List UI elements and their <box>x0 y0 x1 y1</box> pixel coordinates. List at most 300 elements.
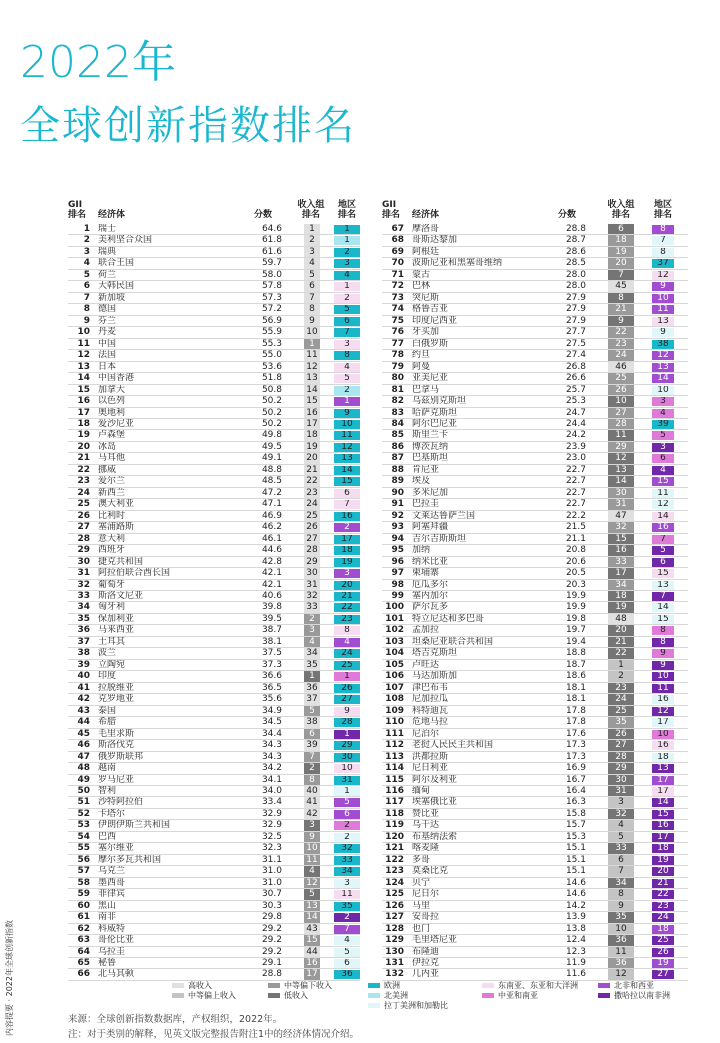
region-rank-cell: 7 <box>652 592 674 601</box>
economy-cell: 乌拉圭 <box>98 946 126 957</box>
region-rank-cell: 14 <box>652 374 674 383</box>
income-rank-cell: 27 <box>304 534 320 545</box>
income-rank-cell: 43 <box>304 924 320 935</box>
score-cell: 16.7 <box>565 774 586 785</box>
table-row <box>382 832 688 843</box>
score-cell: 46.9 <box>261 510 282 521</box>
income-rank-cell: 6 <box>304 729 320 740</box>
rank-cell: 51 <box>77 797 90 808</box>
rank-cell: 105 <box>385 659 404 670</box>
rank-cell: 52 <box>77 808 90 819</box>
score-cell: 34.3 <box>261 740 282 751</box>
rank-cell: 109 <box>385 705 404 716</box>
income-rank-cell: 9 <box>304 316 320 327</box>
score-cell: 28.8 <box>261 969 282 980</box>
table-row <box>382 855 688 866</box>
table-row <box>382 866 688 877</box>
table-row <box>68 362 360 373</box>
income-rank-cell: 1 <box>304 671 320 682</box>
economy-cell: 乌干达 <box>412 820 440 831</box>
rank-cell: 59 <box>77 889 90 900</box>
rank-cell: 21 <box>77 453 90 464</box>
score-cell: 44.6 <box>261 545 282 556</box>
score-cell: 25.7 <box>565 384 586 395</box>
economy-cell: 白俄罗斯 <box>412 338 449 349</box>
rank-cell: 116 <box>385 785 404 796</box>
region-rank-cell: 7 <box>334 328 360 337</box>
income-rank-cell: 20 <box>608 258 634 269</box>
score-cell: 15.8 <box>565 808 586 819</box>
region-rank-cell: 12 <box>652 351 674 360</box>
region-rank-cell: 3 <box>652 397 674 406</box>
rank-cell: 54 <box>77 831 90 842</box>
economy-cell: 贝宁 <box>412 877 431 888</box>
table-row <box>68 385 360 396</box>
score-cell: 61.8 <box>261 235 282 246</box>
economy-cell: 保加利亚 <box>98 613 135 624</box>
economy-cell: 马耳他 <box>98 453 126 464</box>
income-rank-cell: 27 <box>608 740 634 751</box>
region-rank-cell: 6 <box>334 317 360 326</box>
score-cell: 49.5 <box>261 441 282 452</box>
rank-cell: 27 <box>77 522 90 533</box>
economy-cell: 芬兰 <box>98 315 117 326</box>
rank-cell: 76 <box>391 327 404 338</box>
rank-cell: 40 <box>77 671 90 682</box>
table-row <box>382 327 688 338</box>
score-cell: 24.7 <box>565 407 586 418</box>
region-rank-cell: 30 <box>334 753 360 762</box>
economy-cell: 蒙古 <box>412 269 431 280</box>
income-rank-cell: 17 <box>304 419 320 430</box>
region-rank-cell: 2 <box>334 294 360 303</box>
economy-cell: 文莱达鲁萨兰国 <box>412 510 476 521</box>
table-row <box>382 270 688 281</box>
table-row <box>68 660 360 671</box>
score-cell: 20.8 <box>565 545 586 556</box>
score-cell: 14.2 <box>565 900 586 911</box>
rank-cell: 34 <box>77 602 90 613</box>
income-rank-cell: 23 <box>608 339 634 350</box>
rank-cell: 26 <box>77 510 90 521</box>
score-cell: 24.2 <box>565 430 586 441</box>
region-rank-cell: 11 <box>652 489 674 498</box>
header-region: 地区 排名 <box>337 200 356 220</box>
income-rank-cell: 4 <box>608 820 634 831</box>
table-row <box>68 591 360 602</box>
rank-cell: 89 <box>391 476 404 487</box>
table-row <box>68 935 360 946</box>
income-rank-cell: 16 <box>304 958 320 969</box>
score-cell: 35.6 <box>261 694 282 705</box>
score-cell: 50.2 <box>261 418 282 429</box>
region-rank-cell: 9 <box>652 282 674 291</box>
economy-cell: 老挝人民民主共和国 <box>412 740 494 751</box>
table-row <box>382 786 688 797</box>
economy-cell: 墨西哥 <box>98 877 126 888</box>
rank-cell: 35 <box>77 613 90 624</box>
rank-cell: 41 <box>77 682 90 693</box>
score-cell: 27.5 <box>565 338 586 349</box>
rank-cell: 114 <box>385 763 404 774</box>
region-rank-cell: 12 <box>652 707 674 716</box>
rank-cell: 78 <box>391 350 404 361</box>
score-cell: 17.8 <box>565 705 586 716</box>
score-cell: 61.6 <box>261 246 282 257</box>
rank-cell: 33 <box>77 591 90 601</box>
table-row <box>382 694 688 705</box>
region-rank-cell: 6 <box>334 489 360 498</box>
income-rank-cell: 28 <box>304 545 320 556</box>
economy-cell: 葡萄牙 <box>98 579 126 590</box>
table-row <box>68 912 360 923</box>
income-rank-cell: 27 <box>608 408 634 419</box>
table-row <box>382 224 688 235</box>
score-cell: 29.2 <box>261 946 282 957</box>
legend-east-asia: 东南亚、东亚和大洋洲 <box>482 980 578 991</box>
rank-cell: 119 <box>385 820 404 831</box>
rank-cell: 120 <box>385 831 404 842</box>
table-row <box>68 820 360 831</box>
rank-cell: 99 <box>391 591 404 601</box>
economy-cell: 卢森堡 <box>98 430 126 441</box>
economy-cell: 斯洛文尼亚 <box>98 591 144 601</box>
economy-cell: 波斯尼亚和黑塞哥维纳 <box>412 258 503 269</box>
economy-cell: 大韩民国 <box>98 281 135 292</box>
rank-cell: 112 <box>385 740 404 751</box>
table-row <box>68 293 360 304</box>
economy-cell: 捷克共和国 <box>98 556 144 567</box>
table-row <box>382 752 688 763</box>
rank-cell: 31 <box>77 568 90 579</box>
rank-cell: 106 <box>385 671 404 682</box>
economy-cell: 毛里塔尼亚 <box>412 935 458 946</box>
table-row <box>68 637 360 648</box>
income-rank-cell: 36 <box>608 935 634 946</box>
economy-cell: 斯里兰卡 <box>412 430 449 441</box>
table-row <box>382 706 688 717</box>
region-rank-cell: 1 <box>334 397 360 406</box>
region-rank-cell: 3 <box>334 340 360 349</box>
economy-cell: 比利时 <box>98 510 126 521</box>
economy-cell: 西班牙 <box>98 545 126 556</box>
income-rank-cell: 33 <box>608 843 634 854</box>
income-rank-cell: 21 <box>304 465 320 476</box>
score-cell: 29.2 <box>261 935 282 946</box>
table-row <box>68 717 360 728</box>
region-rank-cell: 2 <box>334 386 360 395</box>
income-rank-cell: 45 <box>608 281 634 292</box>
income-rank-cell: 25 <box>304 511 320 522</box>
economy-cell: 中国 <box>98 338 117 349</box>
region-rank-cell: 13 <box>652 764 674 773</box>
table-row <box>382 740 688 751</box>
rank-cell: 17 <box>77 407 90 418</box>
economy-cell: 埃及 <box>412 476 431 487</box>
region-rank-cell: 13 <box>652 581 674 590</box>
region-rank-cell: 10 <box>652 730 674 739</box>
table-row <box>68 924 360 935</box>
region-rank-cell: 1 <box>334 730 360 739</box>
region-rank-cell: 17 <box>652 787 674 796</box>
region-rank-cell: 23 <box>652 902 674 911</box>
region-rank-cell: 14 <box>334 466 360 475</box>
score-cell: 16.3 <box>565 797 586 808</box>
economy-cell: 加纳 <box>412 545 431 556</box>
rank-cell: 62 <box>77 923 90 934</box>
economy-cell: 瑞典 <box>98 246 117 257</box>
income-rank-cell: 19 <box>608 247 634 258</box>
income-rank-cell: 12 <box>304 878 320 889</box>
economy-cell: 联合王国 <box>98 258 135 269</box>
table-row <box>68 430 360 441</box>
income-rank-cell: 10 <box>608 924 634 935</box>
economy-cell: 罗马尼亚 <box>98 774 135 785</box>
score-cell: 14.6 <box>565 877 586 888</box>
region-rank-cell: 28 <box>334 718 360 727</box>
income-rank-cell: 6 <box>608 855 634 866</box>
header-gii: GII 排名 <box>382 200 401 220</box>
economy-cell: 瑞士 <box>98 224 117 234</box>
region-rank-cell: 10 <box>652 294 674 303</box>
economy-cell: 缅甸 <box>412 785 431 796</box>
score-cell: 50.8 <box>261 384 282 395</box>
table-row <box>68 786 360 797</box>
table-row <box>382 499 688 510</box>
score-cell: 38.1 <box>261 636 282 647</box>
table-row <box>382 316 688 327</box>
economy-cell: 哈萨克斯坦 <box>412 407 458 418</box>
table-row <box>382 476 688 487</box>
table-row <box>68 843 360 854</box>
sidebar-label: 内容提要 · 2022年全球创新指数 <box>5 920 14 1036</box>
region-rank-cell: 2 <box>334 913 360 922</box>
region-rank-cell: 16 <box>652 695 674 704</box>
score-cell: 31.0 <box>261 877 282 888</box>
rank-cell: 108 <box>385 694 404 705</box>
income-rank-cell: 31 <box>304 580 320 591</box>
table-row <box>382 247 688 258</box>
income-rank-cell: 47 <box>608 511 634 522</box>
economy-cell: 纳米比亚 <box>412 556 449 567</box>
income-rank-cell: 11 <box>304 855 320 866</box>
rank-cell: 48 <box>77 763 90 774</box>
income-rank-cell: 23 <box>304 488 320 499</box>
income-rank-cell: 28 <box>608 419 634 430</box>
score-cell: 48.8 <box>261 464 282 475</box>
region-rank-cell: 5 <box>334 798 360 807</box>
rank-cell: 72 <box>391 281 404 292</box>
income-rank-cell: 14 <box>304 912 320 923</box>
income-rank-cell: 37 <box>304 694 320 705</box>
rank-cell: 130 <box>385 946 404 957</box>
table-row <box>68 580 360 591</box>
table-row <box>382 820 688 831</box>
region-rank-cell: 2 <box>334 523 360 532</box>
economy-cell: 布基纳法索 <box>412 831 458 842</box>
score-cell: 31.1 <box>261 854 282 865</box>
rank-cell: 103 <box>385 636 404 647</box>
income-rank-cell: 32 <box>608 522 634 533</box>
table-header <box>382 198 688 224</box>
table-row <box>68 752 360 763</box>
table-row <box>382 671 688 682</box>
income-rank-cell: 11 <box>608 947 634 958</box>
rank-cell: 44 <box>77 717 90 728</box>
table-row <box>382 511 688 522</box>
economy-cell: 摩洛哥 <box>412 224 440 234</box>
rank-cell: 127 <box>385 912 404 923</box>
table-row <box>382 396 688 407</box>
rank-cell: 69 <box>391 246 404 257</box>
region-rank-cell: 6 <box>334 959 360 968</box>
score-cell: 34.1 <box>261 774 282 785</box>
income-rank-cell: 15 <box>304 935 320 946</box>
rank-cell: 36 <box>77 625 90 636</box>
score-cell: 30.3 <box>261 900 282 911</box>
region-rank-cell: 39 <box>652 420 674 429</box>
income-rank-cell: 25 <box>608 706 634 717</box>
income-rank-cell: 32 <box>304 591 320 602</box>
economy-cell: 土耳其 <box>98 636 126 647</box>
score-cell: 22.7 <box>565 499 586 510</box>
income-rank-cell: 1 <box>304 224 320 235</box>
income-rank-cell: 13 <box>304 901 320 912</box>
ranking-table-left <box>68 198 360 981</box>
region-rank-cell: 3 <box>652 443 674 452</box>
economy-cell: 科威特 <box>98 923 126 934</box>
income-rank-cell: 1 <box>608 660 634 671</box>
income-rank-cell: 18 <box>304 430 320 441</box>
economy-cell: 巴基斯坦 <box>412 453 449 464</box>
economy-cell: 博茨瓦纳 <box>412 441 449 452</box>
ranking-table-right <box>382 198 688 981</box>
score-cell: 27.9 <box>565 292 586 303</box>
region-rank-cell: 3 <box>334 569 360 578</box>
score-cell: 18.6 <box>565 671 586 682</box>
rank-cell: 56 <box>77 854 90 865</box>
region-rank-cell: 13 <box>652 363 674 372</box>
income-rank-cell: 10 <box>608 396 634 407</box>
table-row <box>68 373 360 384</box>
table-row <box>68 797 360 808</box>
income-rank-cell: 12 <box>608 969 634 980</box>
region-rank-cell: 3 <box>334 879 360 888</box>
economy-cell: 塞内加尔 <box>412 591 449 601</box>
economy-cell: 莫桑比克 <box>412 866 449 877</box>
score-cell: 27.9 <box>565 315 586 326</box>
region-rank-cell: 16 <box>334 512 360 521</box>
income-rank-cell: 8 <box>304 775 320 786</box>
score-cell: 57.8 <box>261 281 282 292</box>
rank-cell: 100 <box>385 602 404 613</box>
region-rank-cell: 19 <box>334 558 360 567</box>
rank-cell: 9 <box>83 315 90 326</box>
economy-cell: 黑山 <box>98 900 117 911</box>
score-cell: 16.4 <box>565 785 586 796</box>
table-row <box>68 511 360 522</box>
economy-cell: 挪威 <box>98 464 117 475</box>
score-cell: 26.6 <box>565 373 586 384</box>
economy-cell: 爱尔兰 <box>98 476 126 487</box>
score-cell: 15.1 <box>565 866 586 877</box>
economy-cell: 哥伦比亚 <box>98 935 135 946</box>
economy-cell: 法国 <box>98 350 117 361</box>
income-rank-cell: 20 <box>608 625 634 636</box>
table-row <box>382 419 688 430</box>
economy-cell: 尼加拉瓜 <box>412 694 449 705</box>
score-cell: 27.4 <box>565 350 586 361</box>
score-cell: 17.3 <box>565 740 586 751</box>
rank-cell: 30 <box>77 556 90 567</box>
rank-cell: 77 <box>391 338 404 349</box>
score-cell: 20.6 <box>565 556 586 567</box>
region-rank-cell: 2 <box>334 248 360 257</box>
rank-cell: 23 <box>77 476 90 487</box>
header-economy: 经济体 <box>98 210 126 220</box>
rank-cell: 111 <box>385 728 404 739</box>
economy-cell: 特立尼达和多巴哥 <box>412 613 485 624</box>
score-cell: 47.1 <box>261 499 282 510</box>
legend-latin-america: 拉丁美洲和加勒比 <box>368 1000 448 1011</box>
income-rank-cell: 12 <box>608 453 634 464</box>
economy-cell: 美利坚合众国 <box>98 235 153 246</box>
income-rank-cell: 14 <box>304 385 320 396</box>
income-rank-cell: 21 <box>608 304 634 315</box>
score-cell: 34.4 <box>261 728 282 739</box>
rank-cell: 121 <box>385 843 404 854</box>
region-rank-cell: 22 <box>652 890 674 899</box>
table-row <box>68 316 360 327</box>
table-row <box>68 809 360 820</box>
table-row <box>382 591 688 602</box>
score-cell: 51.8 <box>261 373 282 384</box>
score-cell: 28.7 <box>565 235 586 246</box>
score-cell: 19.9 <box>565 591 586 601</box>
score-cell: 49.8 <box>261 430 282 441</box>
table-row <box>68 763 360 774</box>
economy-cell: 阿尔巴尼亚 <box>412 418 458 429</box>
rank-cell: 83 <box>391 407 404 418</box>
score-cell: 39.8 <box>261 602 282 613</box>
region-rank-cell: 5 <box>652 431 674 440</box>
economy-cell: 布隆迪 <box>412 946 440 957</box>
score-cell: 53.6 <box>261 361 282 372</box>
rank-cell: 61 <box>77 912 90 923</box>
income-rank-cell: 2 <box>304 763 320 774</box>
region-rank-cell: 25 <box>334 661 360 670</box>
region-rank-cell: 1 <box>334 672 360 681</box>
economy-cell: 哥斯达黎加 <box>412 235 458 246</box>
table-row <box>382 912 688 923</box>
income-rank-cell: 3 <box>304 625 320 636</box>
table-row <box>68 339 360 350</box>
rank-cell: 115 <box>385 774 404 785</box>
table-row <box>68 327 360 338</box>
rank-cell: 94 <box>391 533 404 544</box>
rank-cell: 104 <box>385 648 404 659</box>
income-rank-cell: 24 <box>608 694 634 705</box>
income-rank-cell: 5 <box>304 889 320 900</box>
table-row <box>68 947 360 958</box>
table-row <box>382 775 688 786</box>
table-row <box>382 648 688 659</box>
region-rank-cell: 5 <box>334 374 360 383</box>
table-row <box>68 866 360 877</box>
income-rank-cell: 32 <box>608 809 634 820</box>
region-rank-cell: 4 <box>334 936 360 945</box>
score-cell: 27.9 <box>565 304 586 315</box>
